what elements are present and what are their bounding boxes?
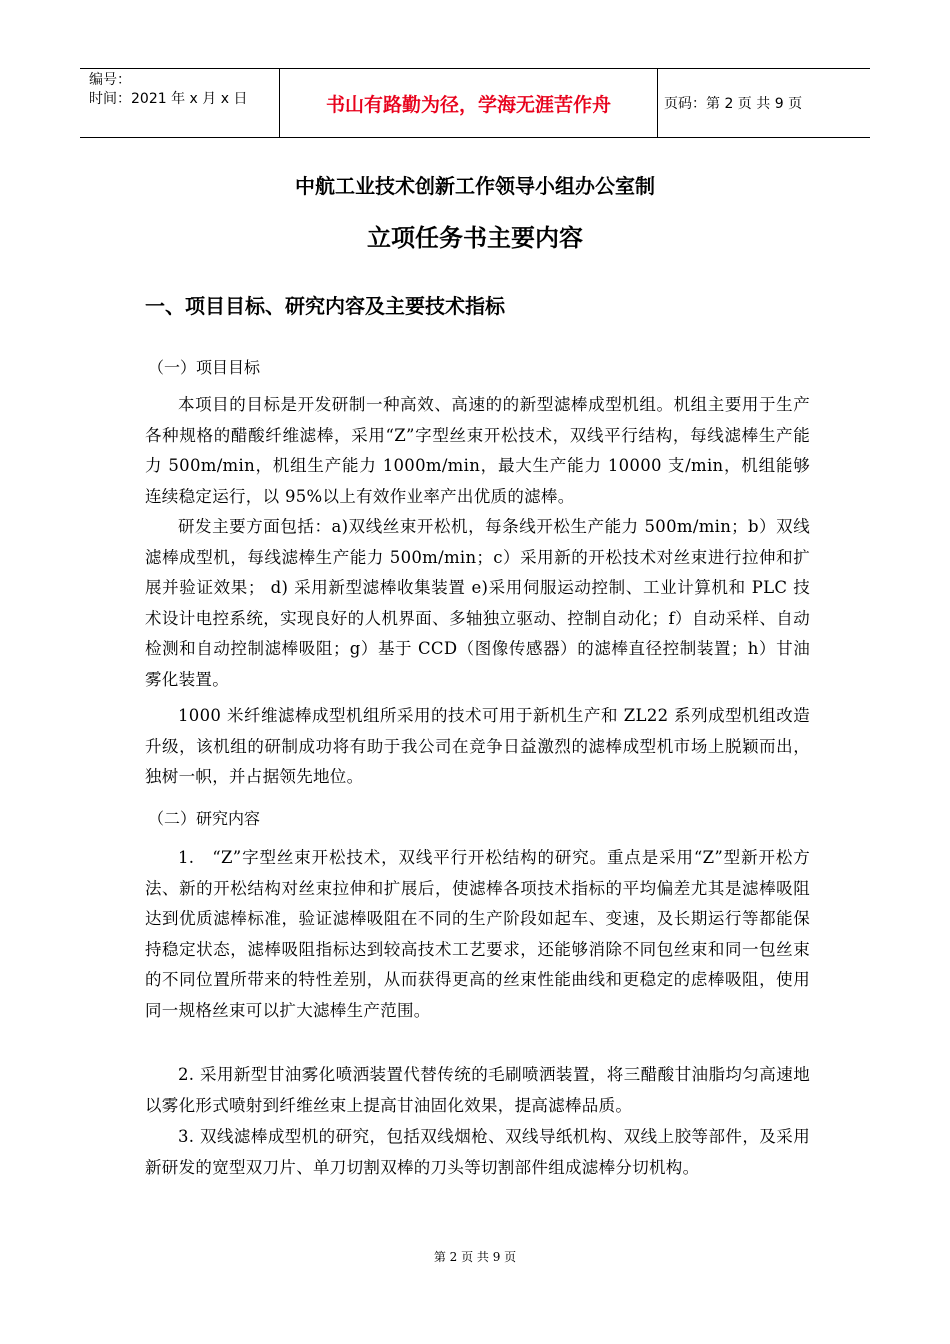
code-label: 编号： [89,72,131,88]
page-header [80,68,870,138]
paragraph-goal: 本项目的目标是开发研制一种高效、高速的的新型滤棒成型机组。机组主要用于生产各种规格的醋酸纤维滤棒，采用“Z”字型丝束开松技术，双线平行结构，每线滤棒生产能力 500m/min，机组生产能力 1000m/min，最大生产能力 10000 支/min，机组能够连续稳定运行，以 95%以上有效作业率产出优质的滤棒。 [145,395,810,506]
document-title: 立项任务书主要内容 [367,224,583,252]
paragraph-research-areas: 研发主要方面包括：a)双线丝束开松机，每条线开松生产能力 500m/min；b）双线滤棒成型机，每线滤棒生产能力 500m/min；c）采用新的开松技术对丝束进行拉伸和扩展并验证效果； d) 采用新型滤棒收集装置 e)采用伺服运动控制、工业计算机和 PLC 技术设计电控系统，实现良好的人机界面、多轴独立驱动、控制自动化；f）自动采样、自动检测和自动控制滤棒吸阻；g）基于 CCD（图像传感器）的滤棒直径控制装置；h）甘油雾化装置。 [145,517,810,689]
time-label: 时间：2021 年 x 月 x 日 [89,91,248,107]
section-heading-1: 一、项目目标、研究内容及主要技术指标 [145,294,505,318]
page-footer: 第 2 页 共 9 页 [433,1250,517,1264]
paragraph-application: 1000 米纤维滤棒成型机组所采用的技术可用于新机生产和 ZL22 系列成型机组改造升级，该机组的研制成功将有助于我公司在竞争日益激烈的滤棒成型机市场上脱颖而出，独树一帜，并占据领先地位。 [145,706,810,786]
subheading-goal: （一）项目目标 [148,358,261,377]
paragraph-item-3: 3. 双线滤棒成型机的研究，包括双线烟枪、双线导纸机构、双线上胶等部件，及采用新研发的宽型双刀片、单刀切割双棒的刀头等切割部件组成滤棒分切机构。 [145,1127,810,1177]
subheading-research: （二）研究内容 [148,809,261,828]
header-motto: 书山有路勤为径，学海无涯苦作舟 [280,69,658,137]
paragraph-item-1: 1. “Z”字型丝束开松技术，双线平行开松结构的研究。重点是采用“Z”型新开松方法、新的开松结构对丝束拉伸和扩展后，使滤棒各项技术指标的平均偏差尤其是滤棒吸阻达到优质滤棒标准，验证滤棒吸阻在不同的生产阶段如起车、变速，及长期运行等都能保持稳定状态，滤棒吸阻指标达到较高技术工艺要求，还能够消除不同包丝束和同一包丝束的不同位置所带来的特性差别，从而获得更高的丝束性能曲线和更稳定的虑棒吸阻，使用同一规格丝束可以扩大滤棒生产范围。 [145,848,810,1020]
header-page-info: 页码：第 2 页 共 9 页 [664,96,803,112]
header-meta [80,69,280,137]
document-issuer: 中航工业技术创新工作领导小组办公室制 [295,174,655,198]
paragraph-item-2: 2. 采用新型甘油雾化喷洒装置代替传统的毛刷喷洒装置，将三醋酸甘油脂均匀高速地以雾化形式喷射到纤维丝束上提高甘油固化效果，提高滤棒品质。 [145,1065,810,1115]
